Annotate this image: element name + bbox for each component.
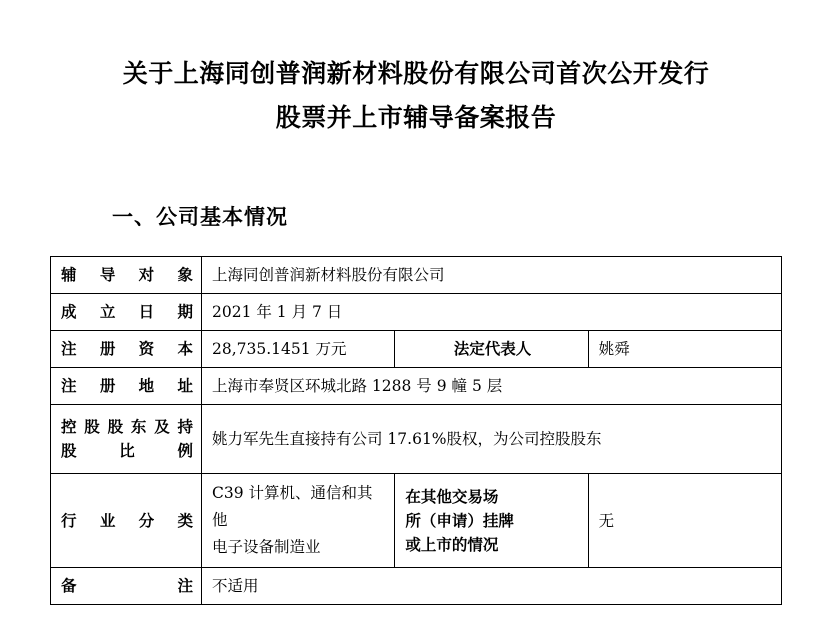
row-value-establishment-date: 2021 年 1 月 7 日 [202,294,782,331]
row-label-registered-capital: 注册资本 [51,331,202,368]
company-basic-info-table [50,256,782,605]
table-row [51,474,782,568]
row-label-other-exchange-line-2: 所（申请）挂牌 [405,510,514,530]
row-value-other-exchange-listing: 无 [588,474,781,568]
row-value-industry-classification [202,474,395,568]
row-label-establishment-date: 成立日期 [51,294,202,331]
table-row [51,368,782,405]
document-title-line-2: 股票并上市辅导备案报告 [275,103,557,132]
row-label-remarks: 备注 [51,568,202,605]
row-value-controlling-shareholder: 姚力军先生直接持有公司 17.61%股权，为公司控股股东 [202,405,782,474]
section-heading: 一、公司基本情况 [112,204,288,229]
document-title-line-1: 关于上海同创普润新材料股份有限公司首次公开发行 [122,59,710,88]
row-label-guidance-target: 辅导对象 [51,257,202,294]
row-value-industry-line-1: C39 计算机、通信和其他 [212,484,373,529]
row-label-registered-address: 注册地址 [51,368,202,405]
document-title [50,0,782,140]
row-value-guidance-target: 上海同创普润新材料股份有限公司 [202,257,782,294]
row-value-registered-address: 上海市奉贤区环城北路 1288 号 9 幢 5 层 [202,368,782,405]
row-value-legal-representative: 姚舜 [588,331,781,368]
row-label-industry-classification: 行业分类 [51,474,202,568]
row-label-controlling-shareholder [51,405,202,474]
table-row [51,294,782,331]
row-label-controlling-shareholder-line-1: 控股股东及持 [61,417,193,436]
row-label-other-exchange-line-1: 在其他交易场 [405,486,499,506]
table-row [51,257,782,294]
table-row [51,331,782,368]
row-label-other-exchange-listing [395,474,588,568]
row-label-controlling-shareholder-line-2: 股比例 [61,441,193,460]
table-row [51,568,782,605]
row-label-legal-representative: 法定代表人 [395,331,588,368]
row-value-registered-capital: 28,735.1451 万元 [202,331,395,368]
table-row [51,405,782,474]
row-value-industry-line-2: 电子设备制造业 [212,538,321,556]
row-value-remarks: 不适用 [202,568,782,605]
row-label-other-exchange-line-3: 或上市的情况 [405,534,499,554]
